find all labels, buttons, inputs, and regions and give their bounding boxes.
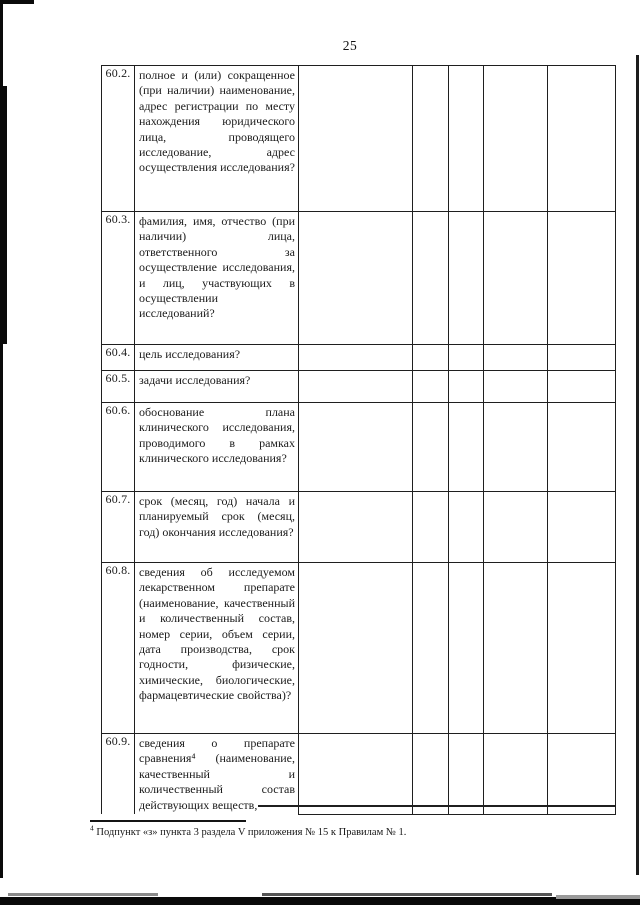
question-text-cell: фамилия, имя, отчество (при наличии) лица, ответственного за осуществление исследования, и лиц, участвующих в осуществлении исследований? — [135, 212, 299, 345]
answer-cell — [449, 734, 484, 815]
question-text-cell: сведения о препарате сравнения⁴ (наименование, качественный и количественный состав действующих веществ, — [135, 734, 299, 815]
question-text-cell: обоснование плана клинического исследования, проводимого в рамках клинического исследования? — [135, 403, 299, 492]
answer-cell — [484, 371, 548, 403]
answer-cell — [299, 492, 413, 563]
row-number-cell: 60.7. — [102, 492, 135, 563]
answer-cell — [413, 563, 449, 734]
row-number-cell: 60.5. — [102, 371, 135, 403]
table-row — [102, 492, 616, 563]
answer-cell — [449, 345, 484, 371]
answer-cell — [548, 734, 616, 815]
answer-cell — [548, 212, 616, 345]
row-number-cell: 60.6. — [102, 403, 135, 492]
answer-cell — [449, 66, 484, 212]
answer-cell — [299, 403, 413, 492]
row-number-cell: 60.3. — [102, 212, 135, 345]
scan-artifact-bottom-bar — [0, 897, 640, 905]
answer-cell — [484, 492, 548, 563]
question-table — [101, 65, 616, 815]
answer-cell — [299, 345, 413, 371]
question-text-cell: сведения об исследуемом лекарственном препарате (наименование, качественный и количественный состав, номер серии, объем серии, дата производства, срок годности, физические, химические, биологические, фармацевтические свойства)? — [135, 563, 299, 734]
answer-cell — [484, 212, 548, 345]
answer-cell — [548, 371, 616, 403]
page-number: 25 — [342, 38, 358, 53]
answer-cell — [413, 403, 449, 492]
scan-artifact-bottom-gray — [556, 895, 640, 899]
answer-cell — [449, 563, 484, 734]
row-number-cell: 60.2. — [102, 66, 135, 212]
answer-cell — [449, 492, 484, 563]
row-number-cell: 60.9. — [102, 734, 135, 815]
question-text-cell: полное и (или) сокращенное (при наличии) наименование, адрес регистрации по месту нахождения юридического лица, проводящего исследование, адрес осуществления исследования? — [135, 66, 299, 212]
answer-cell — [484, 66, 548, 212]
answer-cell — [299, 563, 413, 734]
scan-artifact-left-edge-thick — [0, 86, 7, 344]
table-row — [102, 345, 616, 371]
answer-cell — [299, 734, 413, 815]
row-number-cell: 60.4. — [102, 345, 135, 371]
scan-artifact-top-left — [0, 0, 34, 4]
table-row-cut-by-page-break — [102, 734, 616, 815]
footnote-separator-rule — [90, 820, 246, 822]
table-row — [102, 66, 616, 212]
answer-cell — [484, 563, 548, 734]
scan-artifact-bottom-gray — [8, 893, 158, 896]
table-bottom-border-segment — [258, 805, 615, 807]
answer-cell — [413, 371, 449, 403]
row-number-cell: 60.8. — [102, 563, 135, 734]
question-text-cell: цель исследования? — [135, 345, 299, 371]
answer-cell — [548, 345, 616, 371]
answer-cell — [449, 371, 484, 403]
answer-cell — [548, 563, 616, 734]
question-text-cell: срок (месяц, год) начала и планируемый срок (месяц, год) окончания исследования? — [135, 492, 299, 563]
answer-cell — [413, 734, 449, 815]
answer-cell — [299, 212, 413, 345]
answer-cell — [548, 66, 616, 212]
answer-cell — [449, 212, 484, 345]
scan-artifact-right-edge — [636, 55, 639, 875]
answer-cell — [413, 66, 449, 212]
scan-artifact-bottom-gray — [262, 893, 552, 896]
footnote-marker: 4 — [90, 823, 94, 833]
answer-cell — [413, 492, 449, 563]
answer-cell — [449, 403, 484, 492]
answer-cell — [548, 403, 616, 492]
answer-cell — [484, 345, 548, 371]
answer-cell — [413, 212, 449, 345]
answer-cell — [413, 345, 449, 371]
question-text-cell: задачи исследования? — [135, 371, 299, 403]
table-row — [102, 563, 616, 734]
footnote-text: $^4$ Подпункт «з» пункта 3 раздела V приложения № 15 к Правилам № 1. — [90, 823, 407, 838]
table-row — [102, 403, 616, 492]
table-row — [102, 371, 616, 403]
answer-cell — [484, 403, 548, 492]
table-row — [102, 212, 616, 345]
answer-cell — [548, 492, 616, 563]
answer-cell — [299, 371, 413, 403]
answer-cell — [299, 66, 413, 212]
answer-cell — [484, 734, 548, 815]
